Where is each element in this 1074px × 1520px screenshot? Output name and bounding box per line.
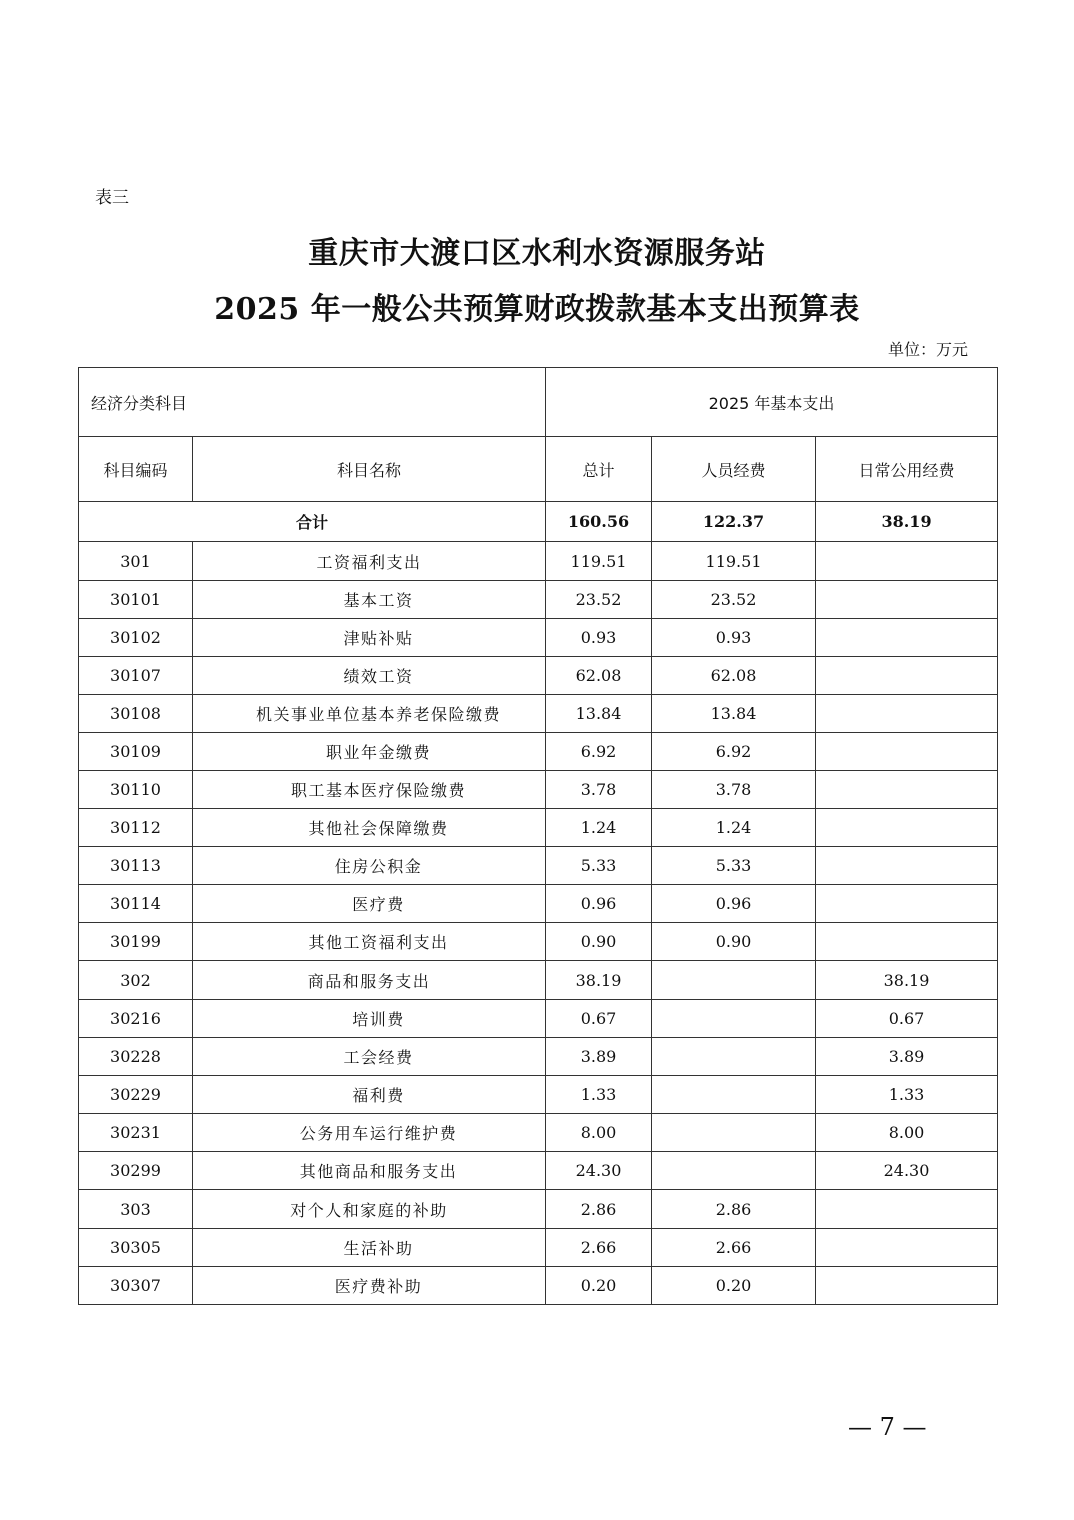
table-row	[79, 1076, 998, 1114]
cell-name: 津贴补贴	[193, 619, 546, 657]
cell-personnel	[652, 961, 816, 1000]
cell-total: 24.30	[546, 1152, 652, 1190]
cell-code: 30102	[79, 619, 193, 657]
cell-personnel: 2.86	[652, 1190, 816, 1229]
cell-name: 机关事业单位基本养老保险缴费	[193, 695, 546, 733]
table-row	[79, 885, 998, 923]
cell-name: 其他社会保障缴费	[193, 809, 546, 847]
cell-personnel: 0.20	[652, 1267, 816, 1305]
cell-public	[816, 542, 998, 581]
cell-total: 6.92	[546, 733, 652, 771]
cell-name: 生活补助	[193, 1229, 546, 1267]
cell-personnel	[652, 1114, 816, 1152]
table-row	[79, 1000, 998, 1038]
cell-name: 医疗费补助	[193, 1267, 546, 1305]
col-header-total: 总计	[546, 437, 652, 502]
table-row	[79, 1038, 998, 1076]
page-title-line2: 2025 年一般公共预算财政拨款基本支出预算表	[214, 292, 860, 327]
cell-name: 对个人和家庭的补助	[193, 1190, 546, 1229]
cell-name: 住房公积金	[193, 847, 546, 885]
cell-name: 基本工资	[193, 581, 546, 619]
cell-public	[816, 733, 998, 771]
col-header-code: 科目编码	[79, 437, 193, 502]
cell-name: 职业年金缴费	[193, 733, 546, 771]
cell-total: 23.52	[546, 581, 652, 619]
table-row	[79, 961, 998, 1000]
cell-total: 0.93	[546, 619, 652, 657]
cell-name: 公务用车运行维护费	[193, 1114, 546, 1152]
cell-code: 302	[79, 961, 193, 1000]
table-row	[79, 657, 998, 695]
cell-name: 职工基本医疗保险缴费	[193, 771, 546, 809]
cell-code: 303	[79, 1190, 193, 1229]
cell-personnel: 0.96	[652, 885, 816, 923]
header-econ-class: 经济分类科目	[79, 368, 546, 437]
cell-code: 30110	[79, 771, 193, 809]
cell-total: 8.00	[546, 1114, 652, 1152]
cell-public: 38.19	[816, 961, 998, 1000]
cell-code: 30101	[79, 581, 193, 619]
cell-total: 119.51	[546, 542, 652, 581]
total-sum: 160.56	[546, 502, 652, 542]
cell-total: 1.24	[546, 809, 652, 847]
header-basic-expense: 2025 年基本支出	[546, 368, 998, 437]
table-row	[79, 1190, 998, 1229]
total-label: 合计	[79, 502, 546, 542]
cell-personnel: 119.51	[652, 542, 816, 581]
cell-personnel: 0.93	[652, 619, 816, 657]
total-public: 38.19	[816, 502, 998, 542]
table-label: 表三	[95, 188, 129, 208]
cell-total: 0.67	[546, 1000, 652, 1038]
cell-public: 3.89	[816, 1038, 998, 1076]
cell-code: 30112	[79, 809, 193, 847]
table-row	[79, 847, 998, 885]
table-row	[79, 619, 998, 657]
cell-personnel: 23.52	[652, 581, 816, 619]
cell-total: 3.89	[546, 1038, 652, 1076]
col-header-personnel: 人员经费	[652, 437, 816, 502]
cell-name: 医疗费	[193, 885, 546, 923]
table-row	[79, 581, 998, 619]
cell-code: 30109	[79, 733, 193, 771]
page-number: — 7 —	[848, 1413, 927, 1441]
cell-public: 8.00	[816, 1114, 998, 1152]
table-row	[79, 1229, 998, 1267]
cell-personnel: 62.08	[652, 657, 816, 695]
table-row	[79, 1267, 998, 1305]
cell-personnel: 1.24	[652, 809, 816, 847]
page-title-line1: 重庆市大渡口区水利水资源服务站	[308, 236, 766, 271]
total-row	[79, 502, 998, 542]
cell-public	[816, 1229, 998, 1267]
col-header-public: 日常公用经费	[816, 437, 998, 502]
cell-name: 工资福利支出	[193, 542, 546, 581]
cell-public	[816, 923, 998, 961]
cell-code: 30107	[79, 657, 193, 695]
table-row	[79, 809, 998, 847]
cell-name: 培训费	[193, 1000, 546, 1038]
cell-total: 0.90	[546, 923, 652, 961]
cell-code: 30228	[79, 1038, 193, 1076]
header-row-1	[79, 368, 998, 437]
cell-code: 30229	[79, 1076, 193, 1114]
cell-personnel	[652, 1038, 816, 1076]
cell-public	[816, 771, 998, 809]
cell-total: 2.86	[546, 1190, 652, 1229]
table-row	[79, 1152, 998, 1190]
cell-personnel: 0.90	[652, 923, 816, 961]
cell-public: 24.30	[816, 1152, 998, 1190]
col-header-name: 科目名称	[193, 437, 546, 502]
table-row	[79, 923, 998, 961]
cell-personnel: 5.33	[652, 847, 816, 885]
cell-name: 福利费	[193, 1076, 546, 1114]
cell-code: 30307	[79, 1267, 193, 1305]
cell-total: 62.08	[546, 657, 652, 695]
cell-public: 0.67	[816, 1000, 998, 1038]
table-row	[79, 1114, 998, 1152]
cell-personnel: 2.66	[652, 1229, 816, 1267]
cell-code: 301	[79, 542, 193, 581]
table-row	[79, 542, 998, 581]
cell-name: 商品和服务支出	[193, 961, 546, 1000]
table-row	[79, 695, 998, 733]
cell-personnel: 3.78	[652, 771, 816, 809]
cell-code: 30114	[79, 885, 193, 923]
cell-total: 0.20	[546, 1267, 652, 1305]
cell-public	[816, 885, 998, 923]
cell-name: 工会经费	[193, 1038, 546, 1076]
cell-code: 30199	[79, 923, 193, 961]
cell-public	[816, 695, 998, 733]
table-row	[79, 771, 998, 809]
cell-code: 30305	[79, 1229, 193, 1267]
cell-public: 1.33	[816, 1076, 998, 1114]
cell-public	[816, 1267, 998, 1305]
cell-code: 30299	[79, 1152, 193, 1190]
cell-public	[816, 847, 998, 885]
cell-personnel	[652, 1000, 816, 1038]
budget-table	[78, 367, 998, 1305]
table-row	[79, 733, 998, 771]
cell-code: 30231	[79, 1114, 193, 1152]
cell-personnel	[652, 1076, 816, 1114]
total-personnel: 122.37	[652, 502, 816, 542]
cell-total: 3.78	[546, 771, 652, 809]
cell-public	[816, 657, 998, 695]
cell-total: 5.33	[546, 847, 652, 885]
cell-name: 其他商品和服务支出	[193, 1152, 546, 1190]
cell-public	[816, 619, 998, 657]
cell-personnel: 6.92	[652, 733, 816, 771]
cell-code: 30216	[79, 1000, 193, 1038]
cell-personnel	[652, 1152, 816, 1190]
cell-total: 1.33	[546, 1076, 652, 1114]
cell-code: 30108	[79, 695, 193, 733]
cell-public	[816, 809, 998, 847]
cell-total: 2.66	[546, 1229, 652, 1267]
cell-name: 其他工资福利支出	[193, 923, 546, 961]
cell-total: 0.96	[546, 885, 652, 923]
unit-label: 单位：万元	[887, 340, 968, 359]
cell-total: 38.19	[546, 961, 652, 1000]
cell-total: 13.84	[546, 695, 652, 733]
cell-code: 30113	[79, 847, 193, 885]
cell-name: 绩效工资	[193, 657, 546, 695]
cell-public	[816, 581, 998, 619]
header-row-2	[79, 437, 998, 502]
cell-personnel: 13.84	[652, 695, 816, 733]
cell-public	[816, 1190, 998, 1229]
